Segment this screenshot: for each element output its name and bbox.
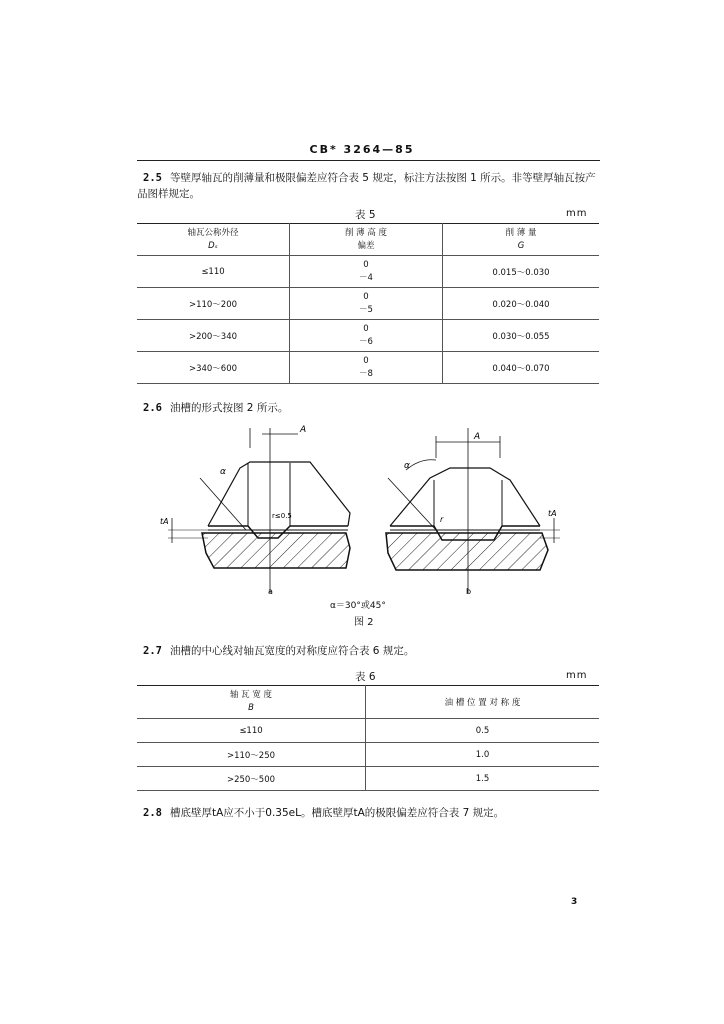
header-symbol: Dₛ [208, 240, 218, 251]
header-cell [290, 224, 443, 256]
figure-2 [150, 418, 580, 608]
section-2-7 [143, 643, 414, 659]
label-alpha: α [404, 461, 410, 471]
section-text: 槽底壁厚tA应不小于0.35eL。槽底壁厚tA的极限偏差应符合表 7 规定。 [169, 807, 505, 819]
dev-upper: 0 [363, 291, 369, 302]
figure-caption: 图 2 [354, 617, 374, 628]
angle-arc-b [406, 460, 436, 470]
cell-width: >110～250 [137, 743, 366, 767]
cell-thinning: 0.015～0.030 [443, 256, 600, 288]
table-header-row [137, 686, 599, 719]
dev-lower: －4 [359, 272, 373, 283]
cell-diameter: >110～200 [137, 288, 290, 320]
dev-lower: －5 [359, 304, 373, 315]
header-rule [137, 160, 600, 161]
label-b: b [466, 587, 472, 596]
section-number: 2.6 [143, 402, 162, 414]
table-row [137, 288, 599, 320]
table-row [137, 352, 599, 384]
label-tA: tA [160, 517, 169, 526]
table-row [137, 256, 599, 288]
cell-diameter: >200～340 [137, 320, 290, 352]
standard-code-header: CB* 3264—85 [309, 143, 415, 156]
label-r: r≤0.5 [272, 512, 292, 520]
cell-symmetry: 1.5 [366, 767, 600, 791]
table5 [137, 223, 599, 384]
section-text: 等壁厚轴瓦的削薄量和极限偏差应符合表 5 规定，标注方法按图 1 所示。非等壁厚轴瓦按产 [169, 172, 596, 184]
angle-leader-a [200, 478, 246, 530]
header-text: 轴瓦公称外径 [187, 227, 239, 238]
label-tA: tA [548, 509, 557, 518]
label-alpha: α [220, 467, 226, 477]
section-number: 2.8 [143, 807, 162, 819]
page-number: 3 [571, 897, 578, 907]
groove-section-a [160, 425, 350, 596]
cell-diameter: >340～600 [137, 352, 290, 384]
header-cell [137, 224, 290, 256]
cell-deviation [290, 288, 443, 320]
table-header-row [137, 224, 599, 256]
figure-note: α＝30°或45° [330, 601, 386, 611]
cell-thinning: 0.040～0.070 [443, 352, 600, 384]
section-2-8 [143, 805, 504, 821]
header-cell [137, 686, 366, 719]
section-2-5 [137, 170, 603, 202]
header-symbol: B [248, 703, 254, 713]
section-number: 2.7 [143, 645, 162, 657]
cell-diameter: ≤110 [137, 256, 290, 288]
label-A: A [474, 432, 481, 442]
dev-lower: －6 [359, 336, 373, 347]
header-text: 偏差 [357, 240, 375, 251]
dev-lower: －8 [359, 368, 373, 379]
table-row [137, 767, 599, 791]
header-symbol: G [517, 240, 525, 251]
cell-thinning: 0.020～0.040 [443, 288, 600, 320]
cell-width: ≤110 [137, 719, 366, 743]
section-2-6 [143, 400, 288, 416]
table6-caption: 表 6 [355, 671, 376, 683]
cell-thinning: 0.030～0.055 [443, 320, 600, 352]
header-text: 削 薄 量 [505, 227, 537, 238]
table-row [137, 320, 599, 352]
label-r: r [440, 515, 444, 524]
header-cell: 油 槽 位 置 对 称 度 [366, 686, 600, 719]
section-text-cont: 品图样规定。 [137, 188, 200, 200]
dev-upper: 0 [363, 355, 369, 366]
groove-section-b [386, 428, 560, 596]
section-text: 油槽的中心线对轴瓦宽度的对称度应符合表 6 规定。 [169, 645, 415, 657]
cell-width: >250～500 [137, 767, 366, 791]
table6 [137, 685, 599, 791]
header-text: 轴 瓦 宽 度 [229, 690, 273, 700]
header-cell [443, 224, 600, 256]
table5-caption: 表 5 [355, 209, 376, 221]
table6-unit: mm [566, 670, 588, 681]
angle-leader-b [388, 478, 436, 530]
dev-upper: 0 [363, 323, 369, 334]
table-row [137, 743, 599, 767]
header-text: 削 薄 高 度 [344, 227, 388, 238]
cell-deviation [290, 352, 443, 384]
dev-upper: 0 [363, 259, 369, 270]
journal-outline-b [390, 468, 540, 526]
section-text: 油槽的形式按图 2 所示。 [169, 402, 289, 414]
section-number: 2.5 [143, 172, 162, 184]
cell-deviation [290, 320, 443, 352]
cell-symmetry: 1.0 [366, 743, 600, 767]
table5-unit: mm [566, 208, 588, 219]
bearing-shell-b [386, 533, 548, 570]
label-a: a [268, 587, 273, 596]
cell-symmetry: 0.5 [366, 719, 600, 743]
label-A: A [300, 425, 307, 435]
cell-deviation [290, 256, 443, 288]
table-row [137, 719, 599, 743]
